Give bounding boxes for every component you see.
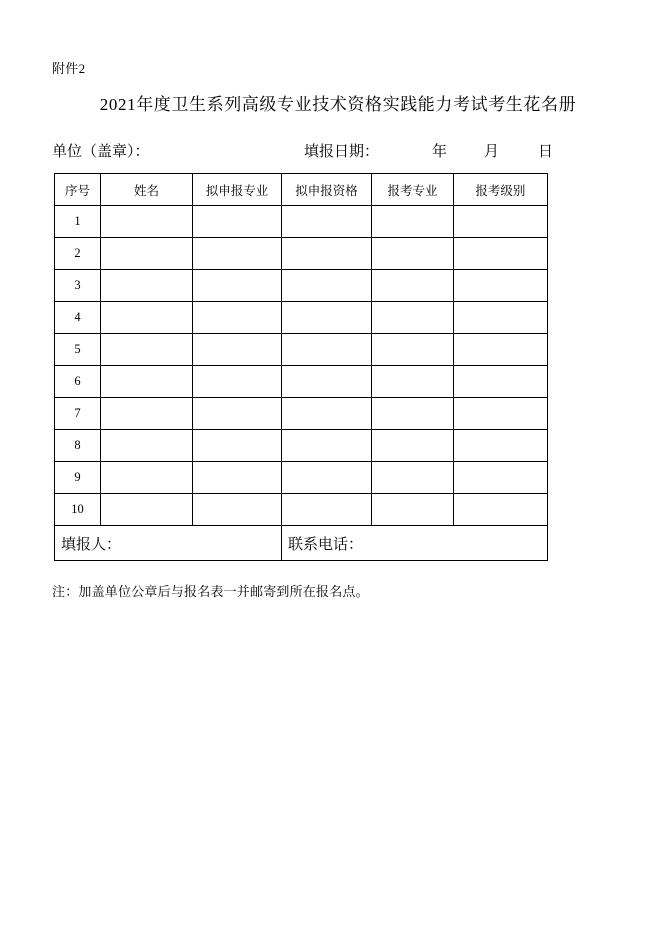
cell-exam-level[interactable]: [453, 238, 547, 270]
cell-exam-major[interactable]: [372, 366, 454, 398]
cell-index: 8: [55, 430, 101, 462]
cell-apply-major[interactable]: [193, 398, 282, 430]
day-label: 日: [538, 144, 554, 160]
table-row: [55, 398, 548, 430]
cell-apply-major[interactable]: [193, 334, 282, 366]
cell-apply-qualification[interactable]: [282, 430, 372, 462]
attachment-label: 附件2: [52, 61, 86, 76]
meta-row: [52, 140, 612, 164]
cell-name[interactable]: [101, 238, 193, 270]
cell-name[interactable]: [101, 334, 193, 366]
column-header-exam-level: 报考级别: [453, 174, 547, 206]
cell-exam-major[interactable]: [372, 302, 454, 334]
cell-name[interactable]: [101, 270, 193, 302]
cell-apply-qualification[interactable]: [282, 494, 372, 526]
cell-apply-qualification[interactable]: [282, 334, 372, 366]
roster-table: [54, 173, 548, 561]
cell-apply-major[interactable]: [193, 206, 282, 238]
column-header-name: 姓名: [101, 174, 193, 206]
cell-index: 3: [55, 270, 101, 302]
reporter-label[interactable]: 填报人：: [55, 526, 282, 561]
cell-exam-level[interactable]: [453, 398, 547, 430]
table-row: [55, 334, 548, 366]
cell-apply-qualification[interactable]: [282, 398, 372, 430]
cell-index: 1: [55, 206, 101, 238]
cell-name[interactable]: [101, 494, 193, 526]
cell-exam-major[interactable]: [372, 238, 454, 270]
cell-exam-level[interactable]: [453, 430, 547, 462]
footer-note: 注：加盖单位公章后与报名表一并邮寄到所在报名点。: [52, 584, 369, 599]
cell-apply-major[interactable]: [193, 302, 282, 334]
table-row: [55, 366, 548, 398]
cell-apply-qualification[interactable]: [282, 206, 372, 238]
cell-name[interactable]: [101, 430, 193, 462]
cell-apply-major[interactable]: [193, 238, 282, 270]
cell-index: 4: [55, 302, 101, 334]
cell-index: 9: [55, 462, 101, 494]
table-header-row: [55, 174, 548, 206]
cell-exam-level[interactable]: [453, 302, 547, 334]
cell-name[interactable]: [101, 206, 193, 238]
cell-exam-level[interactable]: [453, 334, 547, 366]
cell-exam-major[interactable]: [372, 334, 454, 366]
cell-name[interactable]: [101, 462, 193, 494]
cell-name[interactable]: [101, 302, 193, 334]
cell-exam-major[interactable]: [372, 206, 454, 238]
table-row: [55, 238, 548, 270]
table-row: [55, 270, 548, 302]
cell-index: 6: [55, 366, 101, 398]
cell-apply-major[interactable]: [193, 366, 282, 398]
cell-apply-qualification[interactable]: [282, 238, 372, 270]
cell-name[interactable]: [101, 366, 193, 398]
cell-apply-qualification[interactable]: [282, 270, 372, 302]
cell-exam-major[interactable]: [372, 430, 454, 462]
cell-exam-level[interactable]: [453, 206, 547, 238]
date-label: 填报日期：: [304, 144, 380, 160]
table-row: [55, 430, 548, 462]
cell-apply-major[interactable]: [193, 494, 282, 526]
cell-index: 7: [55, 398, 101, 430]
cell-apply-major[interactable]: [193, 462, 282, 494]
column-header-exam-major: 报考专业: [372, 174, 454, 206]
column-header-apply-qualification: 拟申报资格: [282, 174, 372, 206]
unit-label: 单位（盖章）：: [52, 144, 150, 160]
cell-exam-level[interactable]: [453, 494, 547, 526]
cell-exam-level[interactable]: [453, 270, 547, 302]
column-header-index: 序号: [55, 174, 101, 206]
cell-exam-major[interactable]: [372, 270, 454, 302]
table-footer-row: [55, 526, 548, 561]
year-label: 年: [432, 144, 448, 160]
table-row: [55, 302, 548, 334]
cell-exam-level[interactable]: [453, 462, 547, 494]
cell-apply-qualification[interactable]: [282, 366, 372, 398]
cell-index: 2: [55, 238, 101, 270]
page-title: 2021年度卫生系列高级专业技术资格实践能力考试考生花名册: [99, 95, 577, 114]
table-row: [55, 206, 548, 238]
cell-apply-qualification[interactable]: [282, 302, 372, 334]
cell-apply-major[interactable]: [193, 270, 282, 302]
cell-index: 5: [55, 334, 101, 366]
month-label: 月: [484, 144, 500, 160]
cell-exam-major[interactable]: [372, 462, 454, 494]
phone-label[interactable]: 联系电话：: [282, 526, 548, 561]
cell-apply-qualification[interactable]: [282, 462, 372, 494]
cell-exam-major[interactable]: [372, 494, 454, 526]
column-header-apply-major: 拟申报专业: [193, 174, 282, 206]
cell-name[interactable]: [101, 398, 193, 430]
cell-exam-level[interactable]: [453, 366, 547, 398]
cell-index: 10: [55, 494, 101, 526]
cell-exam-major[interactable]: [372, 398, 454, 430]
cell-apply-major[interactable]: [193, 430, 282, 462]
table-row: [55, 462, 548, 494]
table-row: [55, 494, 548, 526]
